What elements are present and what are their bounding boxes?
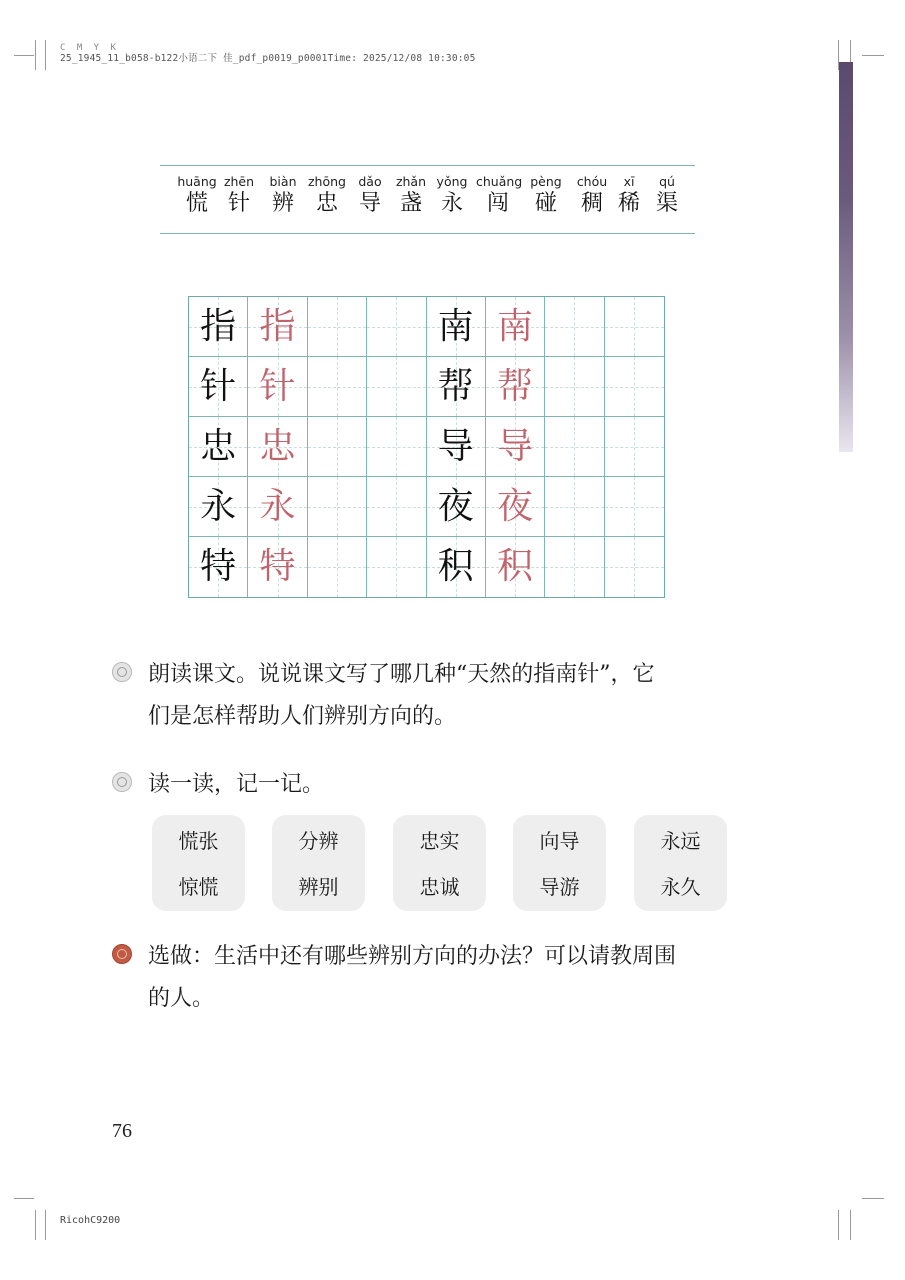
reading-icon [112, 662, 132, 682]
new-char-item [476, 174, 523, 218]
trace-character: 南 [497, 305, 534, 347]
grid-cell [189, 357, 248, 417]
word: 忠诚 [419, 875, 460, 899]
new-char-item [645, 174, 689, 218]
print-job-header [60, 44, 476, 64]
grid-cell [189, 297, 248, 357]
grid-cell-empty [605, 297, 664, 357]
hanzi-label: 忠 [315, 191, 338, 216]
model-character: 南 [437, 305, 474, 347]
crop-mark-tl-v2 [35, 40, 36, 70]
word: 导游 [539, 875, 580, 899]
hanzi-label: 稀 [617, 191, 640, 216]
exercise-text [148, 654, 752, 738]
word: 慌张 [178, 829, 219, 853]
grid-cell-empty [605, 357, 664, 417]
grid-cell [248, 357, 307, 417]
model-character: 特 [200, 546, 237, 587]
word-card [393, 815, 486, 911]
writing-practice-grid [188, 296, 665, 598]
trace-character: 指 [259, 305, 296, 347]
printer-label: RicohC9200 [60, 1215, 121, 1226]
hanzi-label: 导 [358, 191, 381, 216]
grid-cell [427, 417, 486, 477]
hanzi-label: 针 [227, 191, 250, 216]
trace-character: 忠 [259, 425, 296, 467]
model-character: 永 [200, 485, 237, 527]
exercise-line: 朗读课文。说说课文写了哪几种“天然的指南针”，它 [148, 662, 655, 687]
pinyin-label: yǒng [436, 174, 468, 189]
grid-cell-empty [605, 417, 664, 477]
grid-cell [486, 537, 545, 597]
crop-mark-br-h [862, 1198, 884, 1199]
grid-cell-empty [605, 477, 664, 537]
pinyin-label: qú [659, 174, 675, 189]
new-char-item [389, 174, 433, 218]
grid-cell-empty [545, 297, 604, 357]
grid-cell [486, 297, 545, 357]
grid-cell-empty [367, 537, 426, 597]
exercise-read-aloud [112, 654, 752, 738]
word: 忠实 [419, 829, 460, 853]
model-character: 帮 [437, 365, 474, 407]
hanzi-label: 渠 [655, 191, 678, 216]
grid-cell-empty [308, 297, 367, 357]
word-card [152, 815, 245, 911]
word: 分辨 [298, 829, 339, 853]
hanzi-label: 碰 [534, 191, 557, 216]
model-character: 忠 [200, 425, 237, 467]
new-char-item [524, 174, 568, 218]
trace-character: 积 [497, 546, 534, 587]
pinyin-label: huāng [177, 174, 217, 189]
grid-cell [248, 537, 307, 597]
model-character: 针 [200, 365, 237, 407]
word: 永远 [660, 829, 701, 853]
hanzi-label: 闯 [486, 191, 509, 216]
word-card [513, 815, 606, 911]
pinyin-label: chóu [576, 174, 608, 189]
exercise-line: 们是怎样帮助人们辨别方向的。 [148, 704, 457, 729]
word-card [272, 815, 365, 911]
cmyk-marks: C M Y K [60, 43, 119, 53]
grid-cell-empty [367, 417, 426, 477]
grid-cell-empty [367, 357, 426, 417]
model-character: 夜 [437, 485, 474, 527]
reading-icon [112, 772, 132, 792]
grid-cell [486, 477, 545, 537]
grid-cell [427, 357, 486, 417]
new-char-item [217, 174, 261, 218]
page-edge-color-band [839, 62, 853, 452]
grid-cell [189, 537, 248, 597]
hanzi-label: 辨 [271, 191, 294, 216]
grid-cell-empty [308, 417, 367, 477]
new-char-item [175, 174, 219, 218]
page-number: 76 [112, 1120, 132, 1142]
grid-cell [427, 297, 486, 357]
hanzi-label: 盏 [399, 191, 422, 216]
pinyin-label: biàn [269, 174, 297, 189]
hanzi-label: 慌 [185, 191, 208, 216]
crop-mark-br-v2 [850, 1210, 851, 1240]
crop-mark-tl-h [14, 55, 34, 56]
trace-character: 夜 [497, 485, 534, 527]
grid-cell-empty [545, 537, 604, 597]
grid-cell [427, 477, 486, 537]
exercise-line: 选做：生活中还有哪些辨别方向的办法？可以请教周围 [148, 944, 677, 969]
model-character: 指 [200, 305, 237, 347]
hanzi-label: 永 [440, 191, 463, 216]
crop-mark-tl-v [45, 40, 46, 70]
word: 永久 [660, 875, 701, 899]
print-job-info: 25_1945_11_b058-b122小语二下 佳_pdf_p0019_p0001Time: 2025/12/08 10:30:05 [60, 52, 476, 64]
trace-character: 导 [497, 425, 534, 467]
crop-mark-bl-v [35, 1210, 36, 1240]
grid-cell-empty [367, 477, 426, 537]
model-character: 导 [437, 425, 474, 467]
pinyin-label: xī [623, 174, 635, 189]
grid-cell [427, 537, 486, 597]
pinyin-label: pèng [530, 174, 562, 189]
grid-cell [189, 417, 248, 477]
pinyin-label: chuǎng [476, 174, 523, 189]
crop-mark-bl-v2 [45, 1210, 46, 1240]
model-character: 积 [437, 546, 474, 587]
trace-character: 特 [259, 546, 296, 587]
grid-cell-empty [367, 297, 426, 357]
word: 向导 [539, 829, 580, 853]
grid-cell-empty [605, 537, 664, 597]
exercise-line: 的人。 [148, 986, 215, 1011]
pinyin-label: zhōng [308, 174, 346, 189]
pinyin-label: zhēn [223, 174, 255, 189]
trace-character: 永 [259, 485, 296, 527]
exercise-text [148, 936, 752, 1020]
pinyin-label: zhǎn [395, 174, 427, 189]
grid-cell [189, 477, 248, 537]
grid-cell-empty [308, 537, 367, 597]
grid-cell-empty [545, 477, 604, 537]
trace-character: 帮 [497, 365, 534, 407]
new-characters-bar [160, 165, 695, 234]
word: 惊慌 [178, 875, 219, 899]
grid-cell [486, 357, 545, 417]
crop-mark-tr-h [862, 55, 884, 56]
new-char-item [430, 174, 474, 218]
exercise-read-remember [112, 764, 752, 806]
grid-cell [248, 417, 307, 477]
grid-cell [248, 297, 307, 357]
grid-cell [248, 477, 307, 537]
new-char-item [348, 174, 392, 218]
word: 辨别 [298, 875, 339, 899]
crop-mark-bl-h [14, 1198, 34, 1199]
grid-cell-empty [545, 417, 604, 477]
pinyin-label: dǎo [358, 174, 382, 189]
grid-cell [486, 417, 545, 477]
trace-character: 针 [259, 365, 296, 407]
grid-cell-empty [545, 357, 604, 417]
grid-cell-empty [308, 357, 367, 417]
exercise-optional [112, 936, 752, 1020]
new-char-item [261, 174, 305, 218]
hanzi-label: 稠 [580, 191, 603, 216]
crop-mark-br-v [838, 1210, 839, 1240]
word-cards [152, 815, 732, 911]
optional-task-icon [112, 944, 132, 964]
word-card [634, 815, 727, 911]
exercise-text: 读一读，记一记。 [148, 772, 325, 797]
grid-cell-empty [308, 477, 367, 537]
new-char-item [305, 174, 349, 218]
